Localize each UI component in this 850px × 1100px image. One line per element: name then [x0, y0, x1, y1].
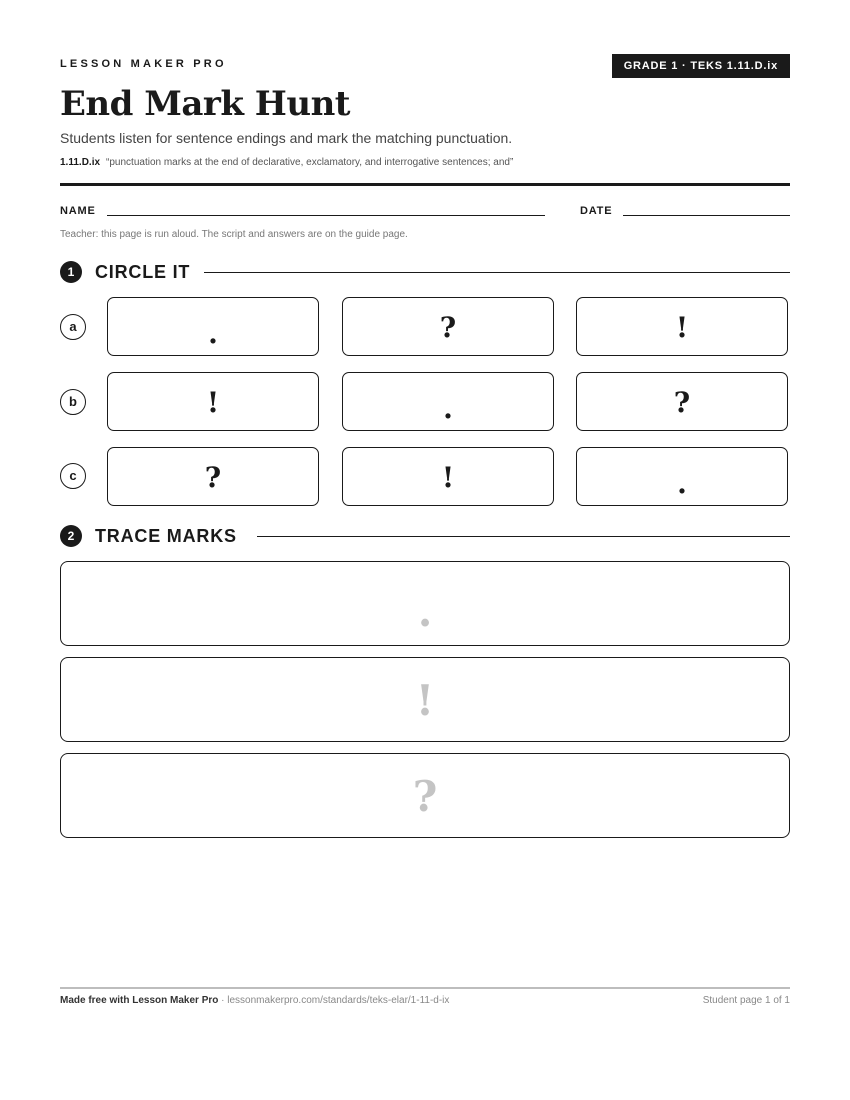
choice-a-3[interactable]: ! — [576, 297, 788, 356]
choice-b-2[interactable]: . — [342, 372, 554, 431]
choice-c-2[interactable]: ! — [342, 447, 554, 506]
row-label-a: a — [60, 314, 86, 340]
section-1-number: 1 — [60, 261, 82, 283]
footer-url[interactable]: · lessonmakerpro.com/standards/teks-elar/1-11-d-ix — [218, 995, 450, 1006]
standard-text: “punctuation marks at the end of declarative, exclamatory, and interrogative sentences; and” — [106, 157, 514, 168]
name-field[interactable] — [107, 215, 545, 216]
footer-divider — [60, 987, 790, 989]
section-1-header — [60, 259, 790, 283]
standard-code: 1.11.D.ix — [60, 157, 101, 168]
footer-made-with: Made free with Lesson Maker Pro — [60, 995, 219, 1006]
row-label-c: c — [60, 463, 86, 489]
worksheet-page — [60, 0, 790, 1100]
teacher-note: Teacher: this page is run aloud. The script and answers are on the guide page. — [60, 229, 408, 240]
section-1-rule — [204, 272, 790, 273]
section-1-title: CIRCLE IT — [95, 259, 200, 285]
row-label-b: b — [60, 389, 86, 415]
footer-page-number: Student page 1 of 1 — [702, 995, 790, 1006]
page-title: End Mark Hunt — [60, 84, 350, 124]
standard-line — [60, 157, 513, 168]
page-subtitle: Students listen for sentence endings and mark the matching punctuation. — [60, 130, 513, 146]
choice-a-2[interactable]: ? — [342, 297, 554, 356]
choice-b-3[interactable]: ? — [576, 372, 788, 431]
section-2-rule — [257, 536, 790, 537]
trace-box-question[interactable]: ? — [60, 753, 790, 838]
section-2-header — [60, 523, 790, 547]
date-label: DATE — [580, 205, 613, 217]
footer-credit — [60, 995, 449, 1006]
trace-box-period[interactable]: . — [60, 561, 790, 646]
choice-a-1[interactable]: . — [107, 297, 319, 356]
section-2-number: 2 — [60, 525, 82, 547]
header-divider — [60, 183, 790, 186]
brand-name: LESSON MAKER PRO — [60, 58, 227, 70]
name-label: NAME — [60, 205, 96, 217]
date-field[interactable] — [623, 215, 790, 216]
section-2-title: TRACE MARKS — [95, 523, 247, 549]
choice-c-3[interactable]: . — [576, 447, 788, 506]
trace-box-exclamation[interactable]: ! — [60, 657, 790, 742]
grade-badge: GRADE 1 · TEKS 1.11.D.ix — [612, 54, 790, 78]
choice-c-1[interactable]: ? — [107, 447, 319, 506]
choice-b-1[interactable]: ! — [107, 372, 319, 431]
